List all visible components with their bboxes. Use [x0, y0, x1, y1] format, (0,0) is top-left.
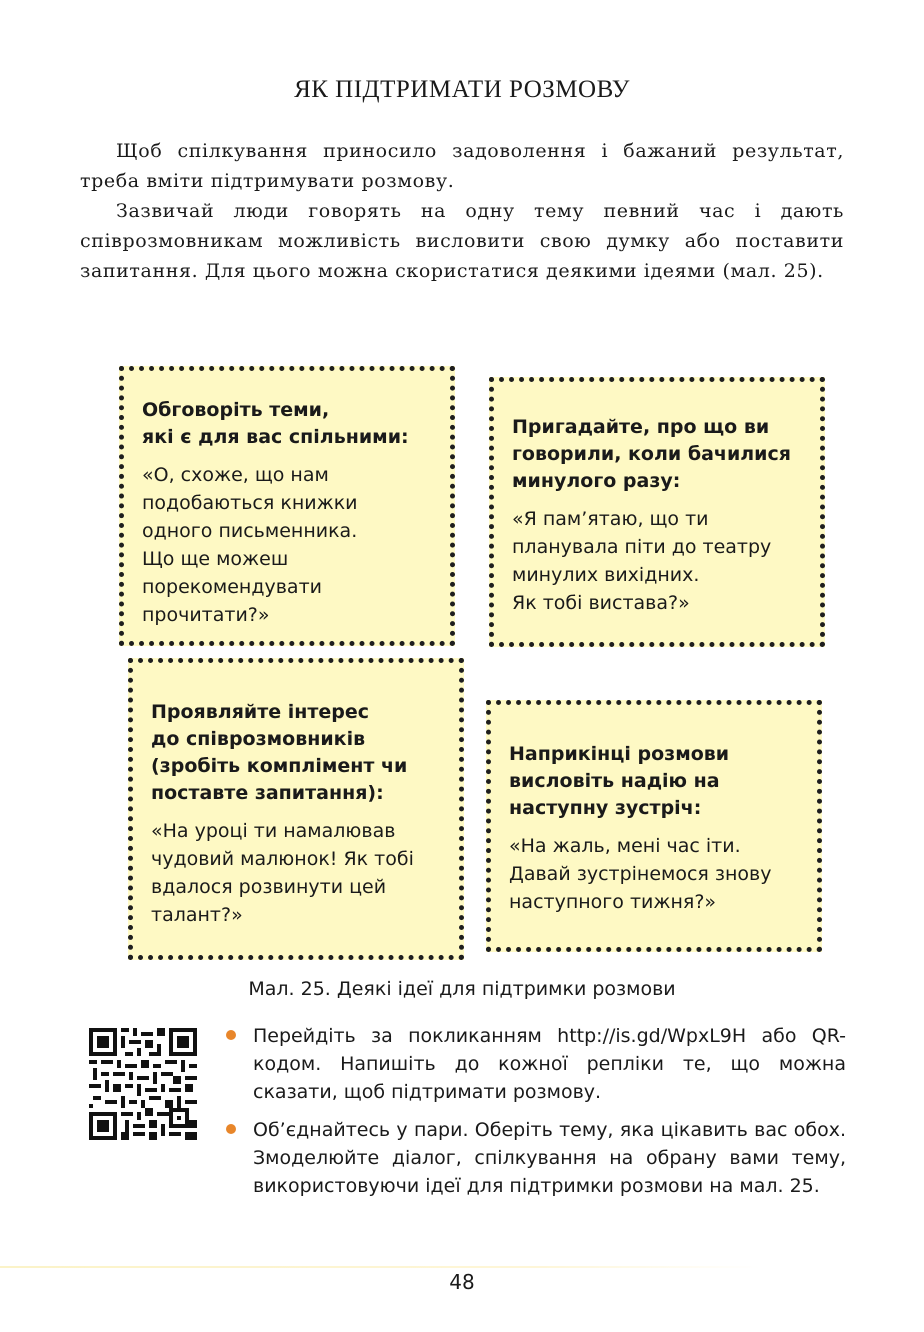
card-quote: «На уроці ти намалював чудовий малюнок! Як тобі вдалося розвинути цей талант?» — [151, 820, 414, 926]
bullet-icon — [226, 1124, 236, 1134]
card-heading: Наприкінці розмови висловіть надію на наступну зустріч: — [509, 743, 730, 819]
card-quote: «О, схоже, що нам подобаються книжки одного письменника. Що ще можеш порекомендувати прочитати?» — [142, 464, 358, 626]
figure-caption: Мал. 25. Деякі ідеї для підтримки розмови — [248, 978, 676, 1000]
page-number: 48 — [449, 1270, 475, 1294]
card-heading: Пригадайте, про що ви говорили, коли бачилися минулого разу: — [512, 416, 791, 492]
card-heading: Проявляйте інтерес до співрозмовників (зробіть комплімент чи поставте запитання): — [151, 701, 408, 804]
qr-code-icon[interactable] — [89, 1028, 197, 1140]
intro-paragraph-1: Щоб спілкування приносило задоволення і бажаний результат, треба вміти підтримувати розмову. — [80, 140, 844, 192]
list-item: Об’єднайтесь у пари. Оберіть тему, яка цікавить вас обох. Змоделюйте діалог, спілкування на обрану вами тему, використовуючи ідеї для підтримки розмови на мал. 25. — [226, 1116, 846, 1200]
card-heading: Обговоріть теми, які є для вас спільними: — [142, 399, 409, 448]
card-quote: «На жаль, мені час іти. Давай зустрінемося знову наступного тижня?» — [509, 835, 772, 913]
intro-text — [80, 136, 844, 286]
idea-card-next-meeting — [486, 700, 822, 952]
list-item: Перейдіть за покликанням http://is.gd/WpxL9H або QR-кодом. Напишіть до кожної репліки те, що можна сказати, щоб підтримати розмову. — [226, 1022, 846, 1106]
footer-divider — [0, 1266, 760, 1268]
page-title: ЯК ПІДТРИМАТИ РОЗМОВУ — [294, 76, 630, 103]
bullet-icon — [226, 1030, 236, 1040]
idea-card-common-topics — [119, 366, 455, 646]
card-quote: «Я пам’ятаю, що ти планувала піти до театру минулих вихідних. Як тобі вистава?» — [512, 508, 772, 614]
idea-card-last-meeting — [489, 377, 825, 647]
intro-paragraph-2: Зазвичай люди говорять на одну тему певний час і дають співрозмовникам можливість висловити свою думку або поставити запитання. Для цього можна скористатися деякими ідеями (мал. 25). — [80, 200, 844, 282]
idea-card-show-interest — [128, 658, 464, 960]
task-list — [226, 1022, 846, 1210]
